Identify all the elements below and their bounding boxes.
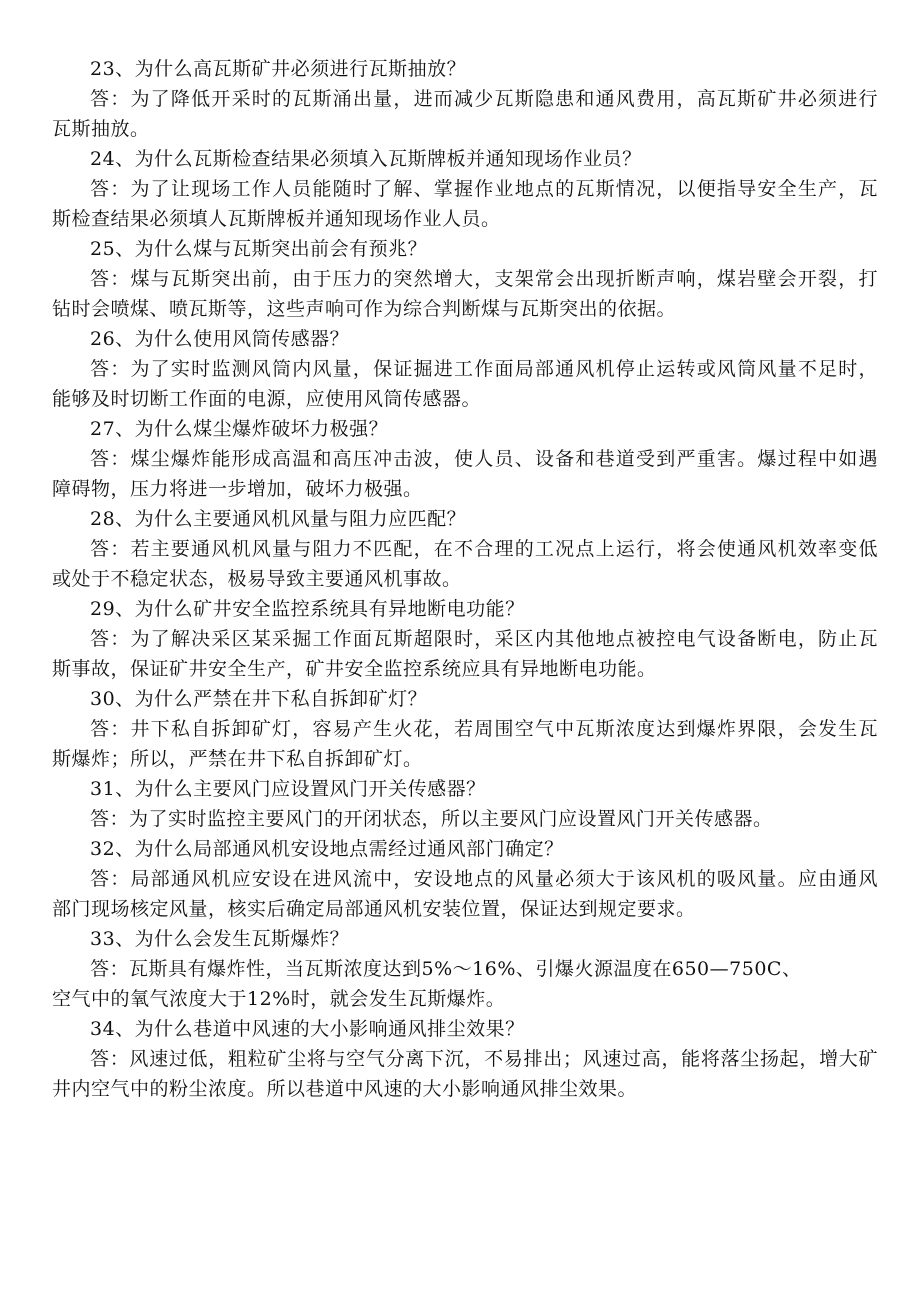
qa-item-26 (52, 324, 878, 414)
answer-text-line-2: 空气中的氧气浓度大于12%时，就会发生瓦斯爆炸。 (52, 988, 506, 1010)
answer-text-line-2: 斯事故，保证矿井安全生产，矿井安全监控系统应具有异地断电功能。 (52, 658, 657, 680)
answer-text-line-2: 斯爆炸；所以，严禁在井下私自拆卸矿灯。 (52, 748, 423, 770)
qa-item-27 (52, 414, 878, 504)
qa-item-24 (52, 144, 878, 234)
qa-item-25 (52, 234, 878, 324)
answer-text-line-2: 钻时会喷煤、喷瓦斯等，这些声响可作为综合判断煤与瓦斯突出的依据。 (52, 298, 677, 320)
question-text: 32、为什么局部通风机安设地点需经过通风部门确定？ (90, 838, 564, 860)
answer-text-line-1: 答：煤与瓦斯突出前，由于压力的突然增大，支架常会出现折断声响，煤岩壁会开裂，打 (90, 268, 878, 290)
answer-text-line-1: 答：井下私自拆卸矿灯，容易产生火花，若周围空气中瓦斯浓度达到爆炸界限，会发生瓦 (90, 718, 878, 740)
question-text: 27、为什么煤尘爆炸破坏力极强？ (90, 418, 389, 440)
answer-text-line-1: 答：为了实时监测风筒内风量，保证掘进工作面局部通风机停止运转或风筒风量不足时， (90, 358, 878, 380)
answer-text-line-1: 答：局部通风机应安设在进风流中，安设地点的风量必须大于该风机的吸风量。应由通风 (90, 868, 878, 890)
answer-text-line-1: 答：瓦斯具有爆炸性，当瓦斯浓度达到5%～16%、引爆火源温度在650—750C、 (90, 958, 802, 980)
question-text: 25、为什么煤与瓦斯突出前会有预兆？ (90, 238, 428, 260)
qa-item-32 (52, 834, 878, 924)
answer-text-line-2: 或处于不稳定状态，极易导致主要通风机事故。 (52, 568, 462, 590)
question-text: 34、为什么巷道中风速的大小影响通风排尘效果？ (90, 1018, 525, 1040)
answer-text-line-1: 答：为了实时监控主要风门的开闭状态，所以主要风门应设置风门开关传感器。 (90, 808, 773, 830)
answer-text-line-2: 斯检查结果必须填人瓦斯牌板并通知现场作业人员。 (52, 208, 501, 230)
answer-text-line-1: 答：风速过低，粗粒矿尘将与空气分离下沉，不易排出；风速过高，能将落尘扬起，增大矿 (90, 1048, 878, 1070)
question-text: 30、为什么严禁在井下私自拆卸矿灯？ (90, 688, 428, 710)
answer-text-line-1: 答：若主要通风机风量与阻力不匹配，在不合理的工况点上运行，将会使通风机效率变低 (90, 538, 878, 560)
question-text: 24、为什么瓦斯检查结果必须填入瓦斯牌板并通知现场作业员？ (90, 148, 642, 170)
question-text: 29、为什么矿井安全监控系统具有异地断电功能？ (90, 598, 525, 620)
answer-text-line-2: 能够及时切断工作面的电源，应使用风筒传感器。 (52, 388, 482, 410)
qa-item-33 (52, 924, 878, 1014)
answer-text-line-1: 答：煤尘爆炸能形成高温和高压冲击波，使人员、设备和巷道受到严重害。爆过程中如遇 (90, 448, 878, 470)
document-page (52, 54, 878, 1104)
answer-text-line-1: 答：为了解决采区某采掘工作面瓦斯超限时，采区内其他地点被控电气设备断电，防止瓦 (90, 628, 878, 650)
qa-item-30 (52, 684, 878, 774)
answer-text-line-2: 瓦斯抽放。 (52, 118, 150, 140)
qa-item-31 (52, 774, 878, 834)
answer-text-line-2: 障碍物，压力将进一步增加，破坏力极强。 (52, 478, 423, 500)
question-text: 26、为什么使用风筒传感器？ (90, 328, 350, 350)
question-text: 28、为什么主要通风机风量与阻力应匹配？ (90, 508, 467, 530)
question-text: 23、为什么高瓦斯矿井必须进行瓦斯抽放？ (90, 58, 467, 80)
qa-item-34 (52, 1014, 878, 1104)
answer-text-line-1: 答：为了降低开采时的瓦斯涌出量，进而减少瓦斯隐患和通风费用，高瓦斯矿井必须进行 (90, 88, 878, 110)
answer-text-line-2: 井内空气中的粉尘浓度。所以巷道中风速的大小影响通风排尘效果。 (52, 1078, 638, 1100)
qa-item-23 (52, 54, 878, 144)
answer-text-line-2: 部门现场核定风量，核实后确定局部通风机安装位置，保证达到规定要求。 (52, 898, 696, 920)
answer-text-line-1: 答：为了让现场工作人员能随时了解、掌握作业地点的瓦斯情况，以便指导安全生产，瓦 (90, 178, 878, 200)
question-text: 33、为什么会发生瓦斯爆炸？ (90, 928, 350, 950)
qa-item-28 (52, 504, 878, 594)
question-text: 31、为什么主要风门应设置风门开关传感器？ (90, 778, 486, 800)
qa-item-29 (52, 594, 878, 684)
